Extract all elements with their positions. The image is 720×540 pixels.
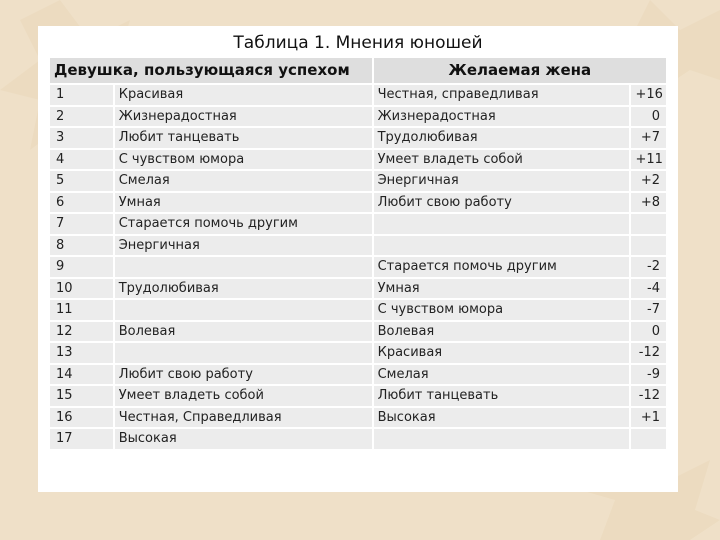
header-desired-wife: Желаемая жена — [373, 57, 667, 84]
row-number: 17 — [49, 428, 114, 450]
score-cell: -4 — [630, 278, 667, 300]
table-row — [49, 170, 667, 192]
score-cell: -12 — [630, 342, 667, 364]
row-number: 12 — [49, 321, 114, 343]
table-row — [49, 106, 667, 128]
table-row — [49, 407, 667, 429]
desired-wife-cell: Энергичная — [373, 170, 631, 192]
desired-wife-cell: Красивая — [373, 342, 631, 364]
row-number: 13 — [49, 342, 114, 364]
row-number: 3 — [49, 127, 114, 149]
table-row — [49, 364, 667, 386]
table-row — [49, 149, 667, 171]
popular-girl-cell: Красивая — [114, 84, 373, 106]
desired-wife-cell: Умная — [373, 278, 631, 300]
score-cell: +16 — [630, 84, 667, 106]
desired-wife-cell: Трудолюбивая — [373, 127, 631, 149]
table-row — [49, 299, 667, 321]
popular-girl-cell: Любит свою работу — [114, 364, 373, 386]
score-cell: +7 — [630, 127, 667, 149]
popular-girl-cell: Любит танцевать — [114, 127, 373, 149]
desired-wife-cell: Жизнерадостная — [373, 106, 631, 128]
header-popular-girl: Девушка, пользующаяся успехом — [49, 57, 373, 84]
score-cell: +1 — [630, 407, 667, 429]
popular-girl-cell — [114, 299, 373, 321]
desired-wife-cell — [373, 213, 631, 235]
score-cell: +2 — [630, 170, 667, 192]
popular-girl-cell: Умеет владеть собой — [114, 385, 373, 407]
desired-wife-cell: Умеет владеть собой — [373, 149, 631, 171]
desired-wife-cell: Старается помочь другим — [373, 256, 631, 278]
score-cell: -7 — [630, 299, 667, 321]
popular-girl-cell: Честная, Справедливая — [114, 407, 373, 429]
popular-girl-cell: Умная — [114, 192, 373, 214]
score-cell: -2 — [630, 256, 667, 278]
opinions-table — [48, 56, 668, 451]
row-number: 8 — [49, 235, 114, 257]
popular-girl-cell — [114, 256, 373, 278]
row-number: 10 — [49, 278, 114, 300]
row-number: 7 — [49, 213, 114, 235]
desired-wife-cell: Высокая — [373, 407, 631, 429]
table-row — [49, 385, 667, 407]
row-number: 5 — [49, 170, 114, 192]
slide — [38, 26, 678, 492]
desired-wife-cell: Смелая — [373, 364, 631, 386]
popular-girl-cell: Трудолюбивая — [114, 278, 373, 300]
score-cell — [630, 213, 667, 235]
table-title: Таблица 1. Мнения юношей — [233, 33, 483, 53]
desired-wife-cell: Честная, справедливая — [373, 84, 631, 106]
desired-wife-cell — [373, 235, 631, 257]
table-row — [49, 213, 667, 235]
popular-girl-cell: С чувством юмора — [114, 149, 373, 171]
popular-girl-cell: Старается помочь другим — [114, 213, 373, 235]
row-number: 4 — [49, 149, 114, 171]
row-number: 15 — [49, 385, 114, 407]
score-cell — [630, 235, 667, 257]
popular-girl-cell: Волевая — [114, 321, 373, 343]
row-number: 16 — [49, 407, 114, 429]
row-number: 14 — [49, 364, 114, 386]
desired-wife-cell: Волевая — [373, 321, 631, 343]
score-cell: 0 — [630, 106, 667, 128]
row-number: 2 — [49, 106, 114, 128]
row-number: 1 — [49, 84, 114, 106]
score-cell — [630, 428, 667, 450]
desired-wife-cell: С чувством юмора — [373, 299, 631, 321]
row-number: 6 — [49, 192, 114, 214]
table-row — [49, 321, 667, 343]
table-row — [49, 278, 667, 300]
table-row — [49, 235, 667, 257]
score-cell: +8 — [630, 192, 667, 214]
table-row — [49, 428, 667, 450]
popular-girl-cell: Смелая — [114, 170, 373, 192]
popular-girl-cell — [114, 342, 373, 364]
score-cell: +11 — [630, 149, 667, 171]
header-row — [49, 57, 667, 84]
score-cell: -9 — [630, 364, 667, 386]
table-row — [49, 192, 667, 214]
table-row — [49, 84, 667, 106]
desired-wife-cell — [373, 428, 631, 450]
table-row — [49, 342, 667, 364]
row-number: 11 — [49, 299, 114, 321]
score-cell: 0 — [630, 321, 667, 343]
score-cell: -12 — [630, 385, 667, 407]
popular-girl-cell: Жизнерадостная — [114, 106, 373, 128]
table-row — [49, 127, 667, 149]
popular-girl-cell: Энергичная — [114, 235, 373, 257]
desired-wife-cell: Любит свою работу — [373, 192, 631, 214]
desired-wife-cell: Любит танцевать — [373, 385, 631, 407]
table-row — [49, 256, 667, 278]
row-number: 9 — [49, 256, 114, 278]
popular-girl-cell: Высокая — [114, 428, 373, 450]
